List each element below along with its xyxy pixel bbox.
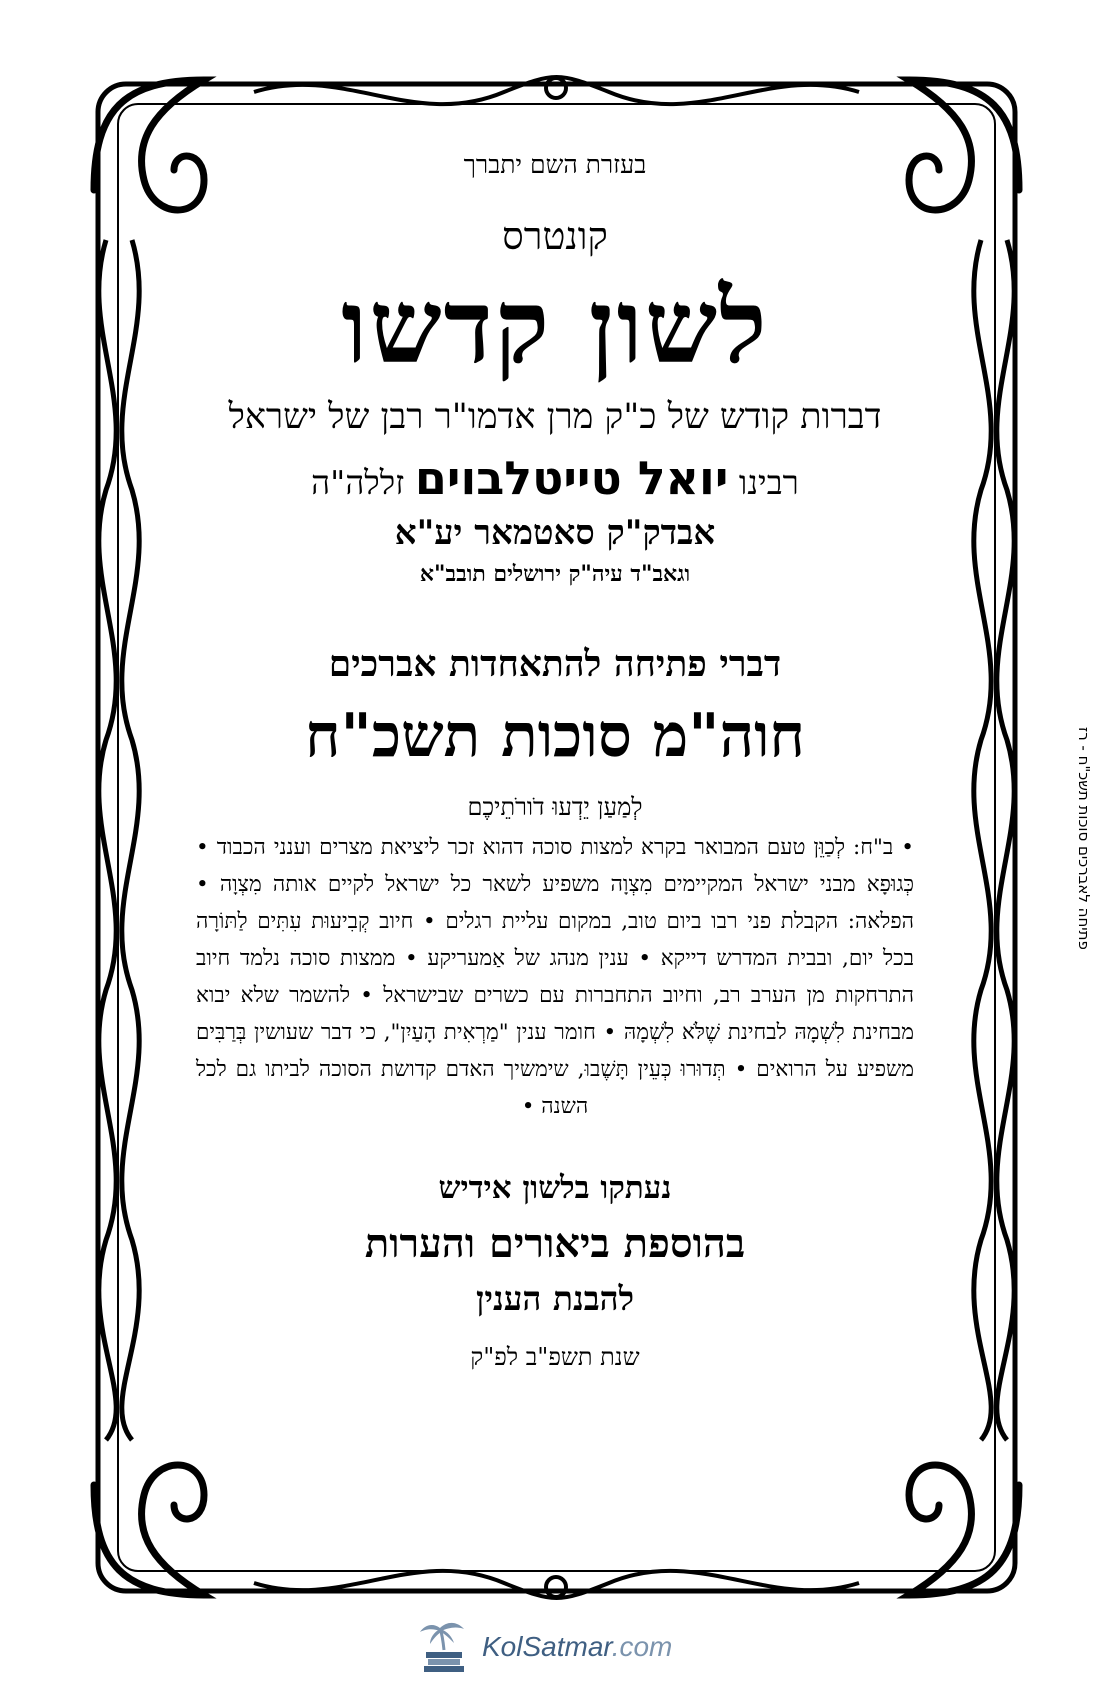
author-honorific-line: דברות קודש של כ"ק מרן אדמו"ר רבן של ישראל (228, 397, 882, 438)
author-prefix: רבינו (738, 463, 799, 503)
additions-heading: בהוספת ביאורים והערות (364, 1219, 746, 1267)
logo-text (482, 1631, 672, 1663)
main-title: לשון קדשו (341, 267, 769, 387)
author-title-line-2: וגאב"ד עיה"ק ירושלים תובב"א (419, 561, 691, 588)
logo-name: KolSatmar (482, 1631, 612, 1662)
publication-year: שנת תשפ"ב לפ"ק (470, 1342, 640, 1371)
kuntres-label: קונטרס (502, 214, 608, 258)
author-name-line (190, 451, 920, 505)
author-name: יואל טייטלבוים (414, 451, 729, 506)
event-heading: חוה"מ סוכות תשכ"ח (305, 701, 805, 772)
kolsatmar-logo[interactable] (418, 1620, 672, 1674)
palm-tree-books-icon (418, 1620, 470, 1674)
author-title-line: אבדק"ק סאטמאר יע"א (394, 513, 716, 554)
logo-domain: .com (611, 1631, 673, 1662)
opening-heading: דברי פתיחה להתאחדות אברכים (328, 643, 782, 686)
author-suffix: זללה"ה (311, 463, 405, 503)
summary-paragraph: • ב"ח: לְכַוֵּן טעם המבואר בקרא למצות סוכה דהוא זכר ליציאת מצרים וענני הכבוד • כְּגוּפָא מבני ישראל המקיימים מִצְוָה משפיע לשאר כל ישראל לקיים אותה מִצְוָה • הפלאה: הקבלת פני רבו ביום טוב, במקום עליית רגלים • חיוב קְבִיעוּת עִתִּים לַתּוֹרָה בכל יום, ובבית המדרש דייקא • ענין מנהג של אַמעריקע • ממצות סוכה נלמד חיוב התרחקות מן הערב רב, וחיוב התחברות עם כשרים שבישראל • להשמר שלא יבוא מבחינת לִשְׁמָהּ לבחינת שֶׁלֹּא לִשְׁמָהּ • חומר ענין "מַרְאִית הָעַיִן", כי דבר שעושין בְּרַבִּים משפיע על הרואים • תְּדוּרוּ כְּעֵין תָּשֶׁבוּ, שימשיך האדם קדושת הסוכה לביתו גם לכל השנה • (196, 835, 914, 1119)
side-margin-note: פתיחה לאברכים סוכות תשכ"ח - רז (1075, 727, 1093, 950)
title-page (190, 150, 920, 1372)
blessing-header: בעזרת השם יתברך (463, 150, 647, 179)
translation-note: נעתקו בלשון אידיש (438, 1169, 672, 1206)
understanding-heading: להבנת הענין (475, 1278, 635, 1318)
verse-subtitle: לְמַעַן יֵדְעוּ דֹורֹתֵיכֶם (467, 793, 643, 822)
